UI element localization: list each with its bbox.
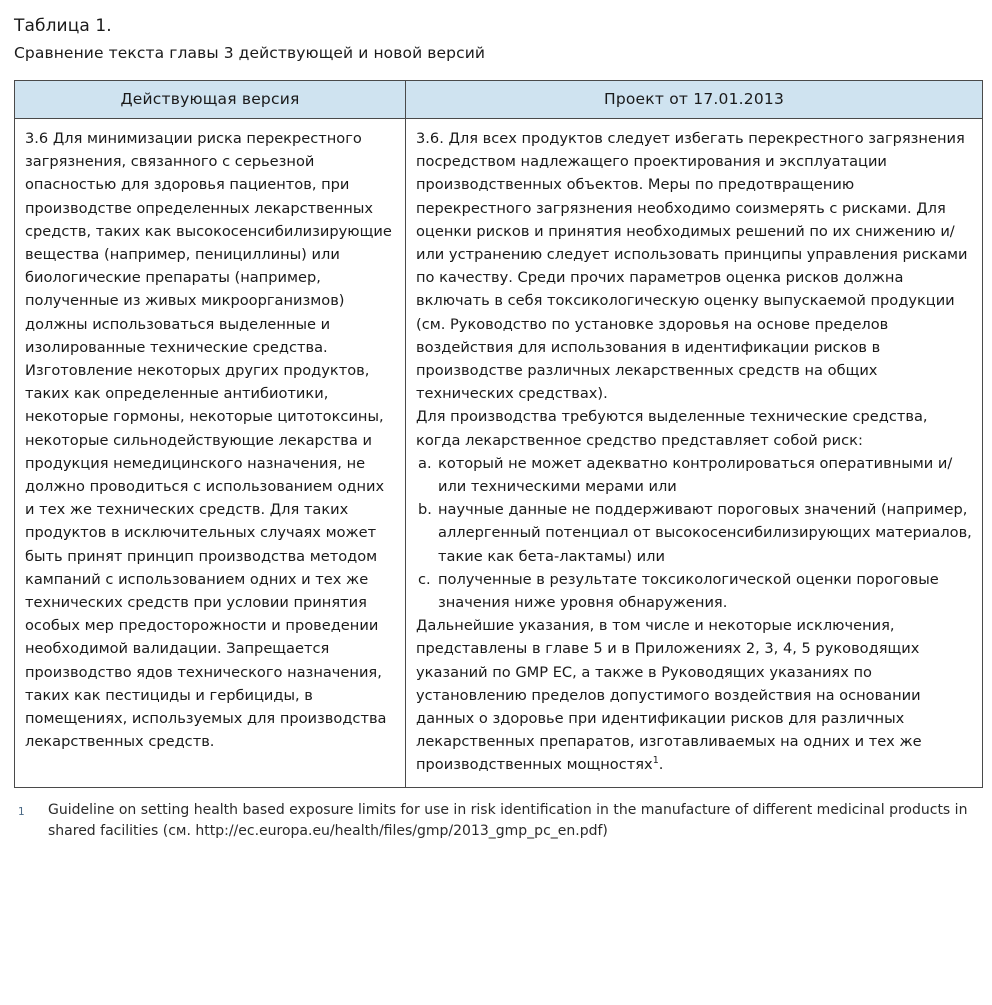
draft-paragraph-2: Для производства требуются выделенные технические средства, когда лекарственное средство представляет собой риск: — [416, 408, 928, 449]
list-item — [416, 452, 972, 498]
draft-paragraph-3-text: Дальнейшие указания, в том числе и некоторые исключения, представлены в главе 5 и в Приложениях 2, 3, 4, 5 руководящих указаний по GMP ЕС, а также в Руководящих указаниях по установлению пределов допустимого воздействия на основании данных о здоровье при идентификации рисков для различных лекарственных препаратов, изготавливаемых на одних и тех же производственных мощностях — [416, 617, 922, 774]
list-item — [416, 498, 972, 568]
table-caption-title: Сравнение текста главы 3 действующей и новой версий — [14, 44, 486, 62]
draft-paragraph-3-end: . — [658, 756, 664, 774]
column-header-current-version: Действующая версия — [15, 81, 406, 119]
comparison-table — [14, 80, 983, 788]
footnote-marker: 1 — [18, 805, 25, 818]
draft-risk-list — [416, 452, 972, 614]
list-item-text: научные данные не поддерживают пороговых значений (например, аллергенный потенциал от высокосенсибилизирующих материалов, такие как бета-лактамы) или — [438, 501, 972, 565]
list-item-text: полученные в результате токсикологической оценки пороговые значения ниже уровня обнаружения. — [438, 570, 939, 612]
draft-paragraph-3 — [416, 614, 972, 776]
cell-current-version — [15, 119, 406, 788]
list-item-marker: c. — [418, 570, 431, 588]
list-item-text: который не может адекватно контролироваться оперативными и/или техническими мерами или — [438, 454, 953, 496]
footnote-text: Guideline on setting health based exposure limits for use in risk identification in the manufacture of different medicinal products in shared facilities (см. http://ec.europa.eu/health/files/gmp/2013_gmp_pc_en.pdf) — [48, 801, 968, 839]
list-item-marker: b. — [418, 501, 432, 519]
list-item-marker: a. — [418, 454, 432, 472]
draft-paragraph-1: 3.6. Для всех продуктов следует избегать перекрестного загрязнения посредством надлежащего проектирования и эксплуатации производственных объектов. Меры по предотвращению перекрестного загрязнения необходимо соизмерять с рисками. Для оценки рисков и принятия необходимых решений по их снижению и/или устранению следует использовать принципы управления рисками по качеству. Среди прочих параметров оценка рисков должна включать в себя токсикологическую оценку выпускаемой продукции (см. Руководство по установке здоровья на основе пределов воздействия для использования в идентификации рисков в производстве различных лекарственных средств на общих технических средствах). — [416, 130, 968, 403]
footnote-reference: 1 — [652, 755, 659, 767]
table-header-row — [15, 81, 983, 119]
cell-draft-version — [406, 119, 983, 788]
table-caption-number: Таблица 1. — [14, 16, 112, 36]
list-item — [416, 568, 972, 614]
current-version-paragraph: 3.6 Для минимизации риска перекрестного загрязнения, связанного с серьезной опасностью для здоровья пациентов, при производстве определенных лекарственных средств, таких как высокосенсибилизирующие вещества (например, пенициллины) или биологические препараты (например, полученные из живых микроорганизмов) должны использоваться выделенные и изолированные технические средства. Изготовление некоторых других продуктов, таких как определенные антибиотики, некоторые гормоны, некоторые цитотоксины, некоторые сильнодействующие лекарства и продукция немедицинского назначения, не должно проводиться с использованием одних и тех же технических средств. Для таких продуктов в исключительных случаях может быть принят принцип производства методом кампаний с использованием одних и тех же технических средств при условии принятия особых мер предосторожности и проведении необходимой валидации. Запрещается производство ядов технического назначения, таких как пестициды и гербициды, в помещениях, используемых для производства лекарственных средств. — [25, 130, 392, 751]
column-header-draft-version: Проект от 17.01.2013 — [406, 81, 983, 119]
footnote — [14, 800, 980, 842]
table-row — [15, 119, 983, 788]
